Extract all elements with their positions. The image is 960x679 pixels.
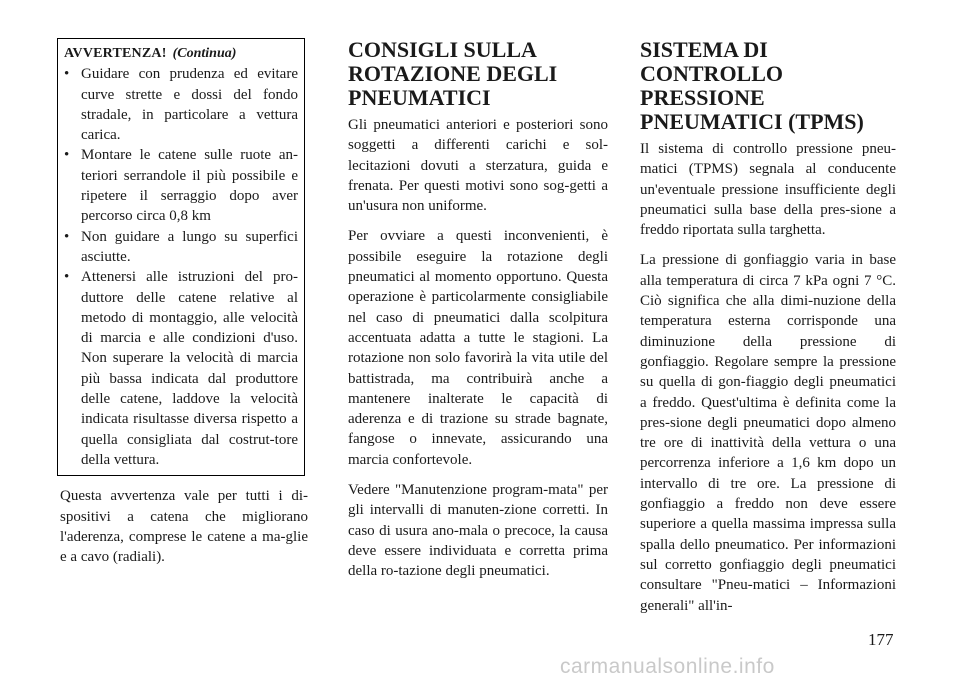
bullet-icon: • [64,228,70,245]
middle-column [348,38,608,592]
warning-box [57,38,305,476]
warning-header [64,43,298,64]
page-number: 177 [868,630,894,649]
bullet-icon: • [64,147,70,164]
watermark: carmanualsonline.info [560,655,775,678]
warning-bullet-text: Non guidare a lungo su superfici asciutte. [81,228,298,265]
warning-bullet-2 [64,145,298,226]
warning-bullet-list [64,64,298,470]
warning-continued: (Continua) [172,46,237,61]
warning-bullet-text: Attenersi alle istruzioni del pro-duttore delle catene relative al metodo di montaggio, alle velocità di marcia e alle condizioni d'uso. Non superare la velocità di marcia più bassa indicata dal produttore delle catene, laddove la velocità indicata risultasse diversa rispetto a quella consigliata dal costrut-tore della vettura. [81,269,298,468]
tpms-paragraph-1: Il sistema di controllo pressione pneu-matici (TPMS) segnala al conducente un'eventuale pressione insufficiente degli pneumatici sulla base della pres-sione a freddo riportata sulla targhetta. [640,141,896,239]
warning-bullet-1 [64,64,298,145]
left-column [60,38,308,577]
tire-rotation-paragraph-3: Vedere "Manutenzione program-mata" per gli intervalli di manuten-zione corretti. In caso di usura ano-mala o precoce, la causa deve essere individuata e corretta prima della ro-tazione degli pneumatici. [348,482,608,580]
bullet-icon: • [64,66,70,83]
warning-label: AVVERTENZA! [64,46,167,61]
tire-rotation-paragraph-1: Gli pneumatici anteriori e posteriori sono soggetti a differenti carichi e sol-lecitazioni dovuti a sterzatura, guida e frenata. Per questi motivi sono sog-getti a un'usura non uniforme. [348,117,608,215]
warning-bullet-4 [64,267,298,470]
warning-bullet-3 [64,227,298,268]
bullet-icon: • [64,269,70,286]
tire-rotation-heading: CONSIGLI SULLA ROTAZIONE DEGLI PNEUMATICI [348,37,558,110]
warning-applicability-note: Questa avvertenza vale per tutti i di-spositivi a catena che migliorano l'aderenza, comprese le catene a ma-glie e a cavo (radiali). [60,488,308,566]
warning-bullet-text: Montare le catene sulle ruote an-teriori serrandole il più possibile e ripetere il serraggio dopo aver percorso circa 0,8 km [81,147,298,225]
warning-bullet-text: Guidare con prudenza ed evitare curve strette e dossi del fondo stradale, in particolare a vettura carica. [81,66,298,144]
tpms-paragraph-2: La pressione di gonfiaggio varia in base alla temperatura di circa 7 kPa ogni 7 °C. Ciò significa che alla dimi-nuzione della temperatura esterna corrisponde una diminuzione della pressione di gonfiaggio. Regolare sempre la pressione su quella di gon-fiaggio degli pneumatici a freddo. Quest'ultima è definita come la pres-sione degli pneumatici dopo almeno tre ore di inattività della vettura o una percorrenza inferiore a 1,6 km dopo un intervallo di tre ore. La pressione di gonfiaggio a freddo non deve essere superiore a quella massima impressa sulla spalla dello pneumatico. Per informazioni sul corretto gonfiaggio degli pneumatici consultare "Pneu-matici – Informazioni generali" all'in- [640,252,896,614]
tire-rotation-paragraph-2: Per ovviare a questi inconvenienti, è possibile eseguire la rotazione degli pneumatici al momento opportuno. Questa operazione è particolarmente consigliabile nel caso di pneumatici dalla scolpitura accentuata adatta a tutte le stagioni. La rotazione non solo favorirà la vita utile del battistrada, ma contribuirà anche a mantenere inalterate le capacità di aderenza e di trazione su strade bagnate, fangose o innevate, assicurando una marcia confortevole. [348,228,608,468]
right-column [640,38,896,626]
tpms-heading: SISTEMA DI CONTROLLO PRESSIONE PNEUMATICI (TPMS) [640,37,864,134]
